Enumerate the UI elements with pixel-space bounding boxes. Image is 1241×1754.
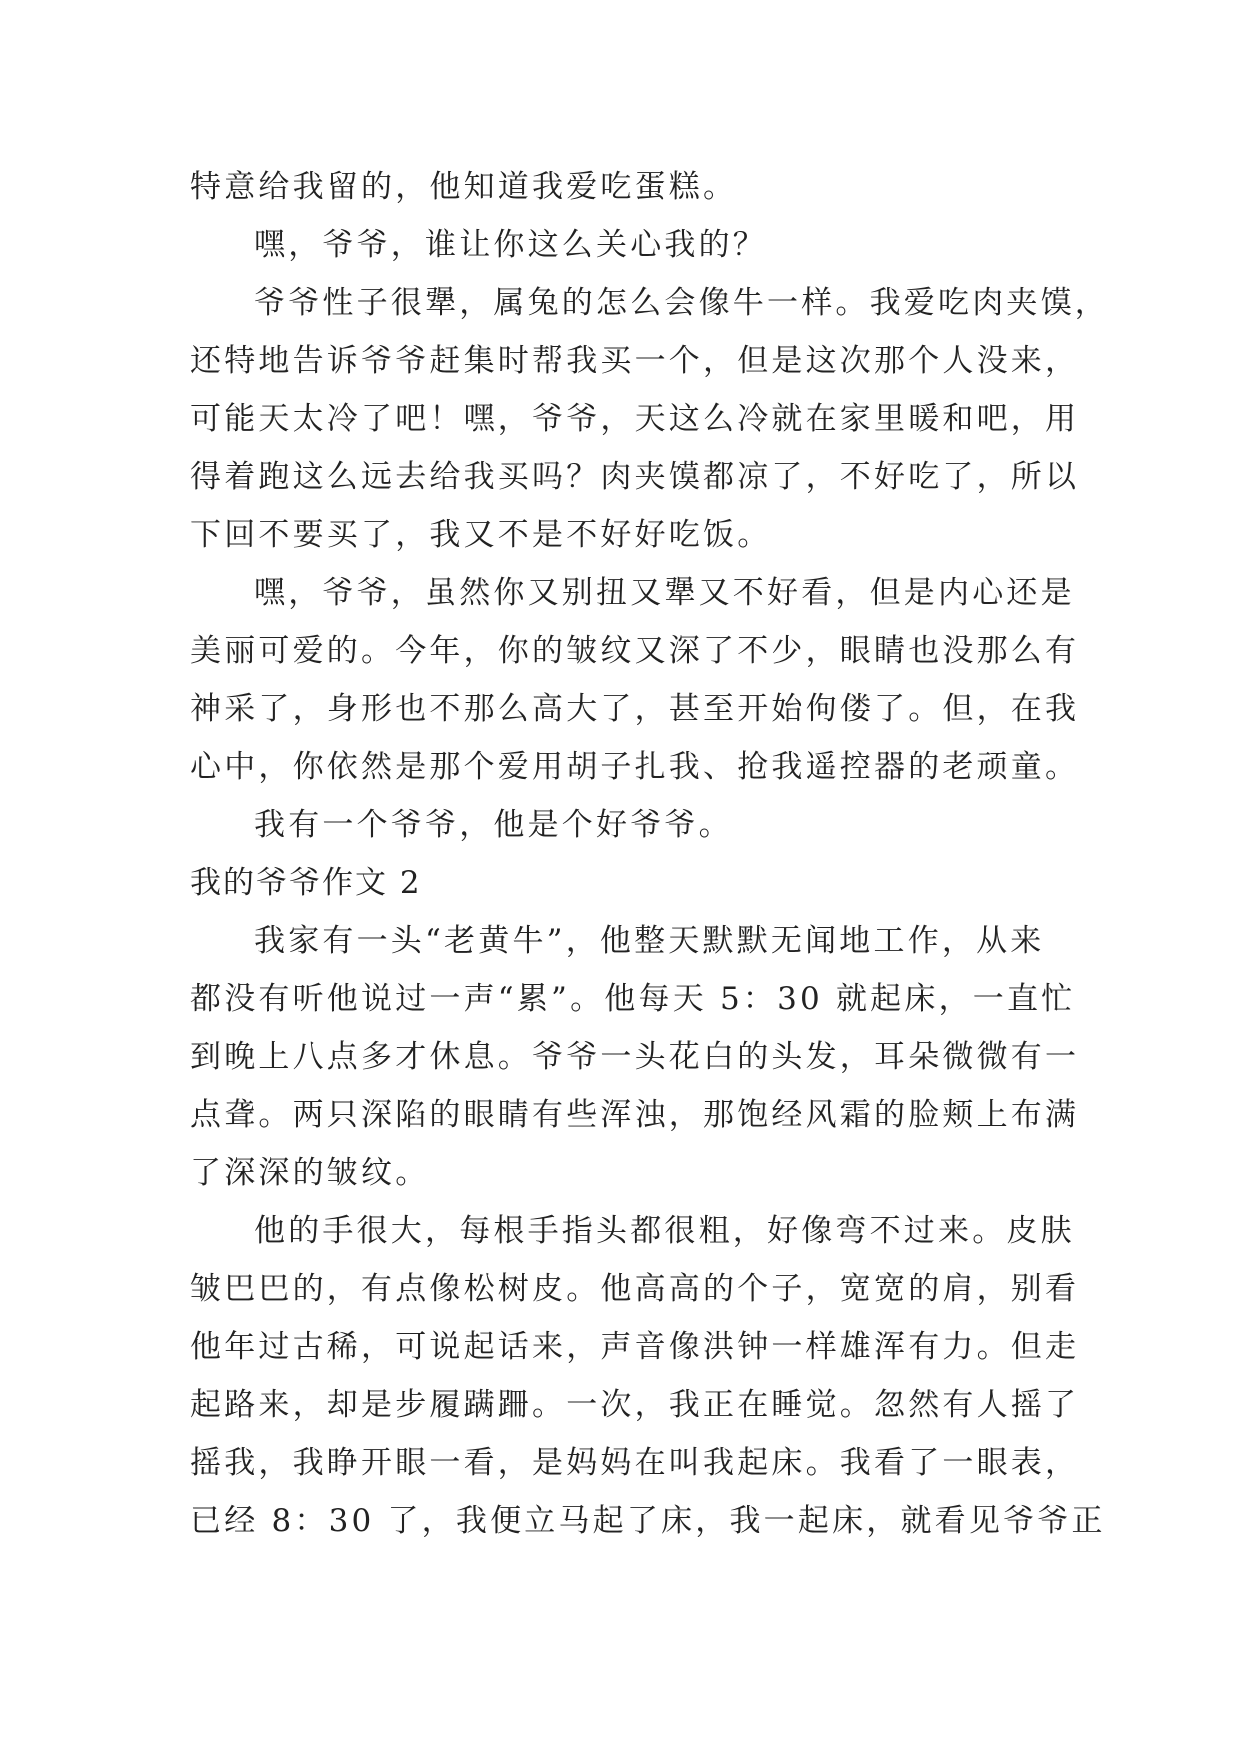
text-line: 嘿，爷爷，谁让你这么关心我的？ (254, 227, 767, 263)
text-line: 还特地告诉爷爷赶集时帮我买一个，但是这次那个人没来， (190, 343, 1080, 379)
text-line: 下回不要买了，我又不是不好好吃饭。 (190, 517, 772, 553)
text-line: 起路来，却是步履蹒跚。一次，我正在睡觉。忽然有人摇了 (190, 1387, 1080, 1423)
text-line: 特意给我留的，他知道我爱吃蛋糕。 (190, 169, 738, 205)
text-line: 了深深的皱纹。 (190, 1155, 430, 1191)
text-line: 嘿，爷爷，虽然你又别扭又犟又不好看，但是内心还是 (254, 575, 1075, 611)
text-line: 到晚上八点多才休息。爷爷一头花白的头发，耳朵微微有一 (190, 1039, 1080, 1075)
text-line: 得着跑这么远去给我买吗？肉夹馍都凉了，不好吃了，所以 (190, 459, 1080, 495)
text-line: 已经 8：30 了，我便立马起了床，我一起床，就看见爷爷正 (190, 1503, 1106, 1539)
section-heading: 我的爷爷作文 2 (190, 865, 422, 901)
text-line: 我家有一头“老黄牛”，他整天默默无闻地工作，从来 (254, 923, 1045, 959)
text-line: 神采了，身形也不那么高大了，甚至开始佝偻了。但，在我 (190, 691, 1080, 727)
text-line: 我有一个爷爷，他是个好爷爷。 (254, 807, 733, 843)
text-line: 美丽可爱的。今年，你的皱纹又深了不少，眼睛也没那么有 (190, 633, 1080, 669)
text-line: 他的手很大，每根手指头都很粗，好像弯不过来。皮肤 (254, 1213, 1075, 1249)
text-line: 都没有听他说过一声“累”。他每天 5：30 就起床，一直忙 (190, 981, 1076, 1017)
text-line: 心中，你依然是那个爱用胡子扎我、抢我遥控器的老顽童。 (190, 749, 1080, 785)
text-line: 皱巴巴的，有点像松树皮。他高高的个子，宽宽的肩，别看 (190, 1271, 1080, 1307)
text-line: 摇我，我睁开眼一看，是妈妈在叫我起床。我看了一眼表， (190, 1445, 1080, 1481)
document-body (190, 158, 1109, 1550)
text-line: 爷爷性子很犟，属兔的怎么会像牛一样。我爱吃肉夹馍， (254, 285, 1109, 321)
text-line: 点聋。两只深陷的眼睛有些浑浊，那饱经风霜的脸颊上布满 (190, 1097, 1080, 1133)
text-line: 他年过古稀，可说起话来，声音像洪钟一样雄浑有力。但走 (190, 1329, 1080, 1365)
text-line: 可能天太冷了吧！嘿，爷爷，天这么冷就在家里暖和吧，用 (190, 401, 1080, 437)
